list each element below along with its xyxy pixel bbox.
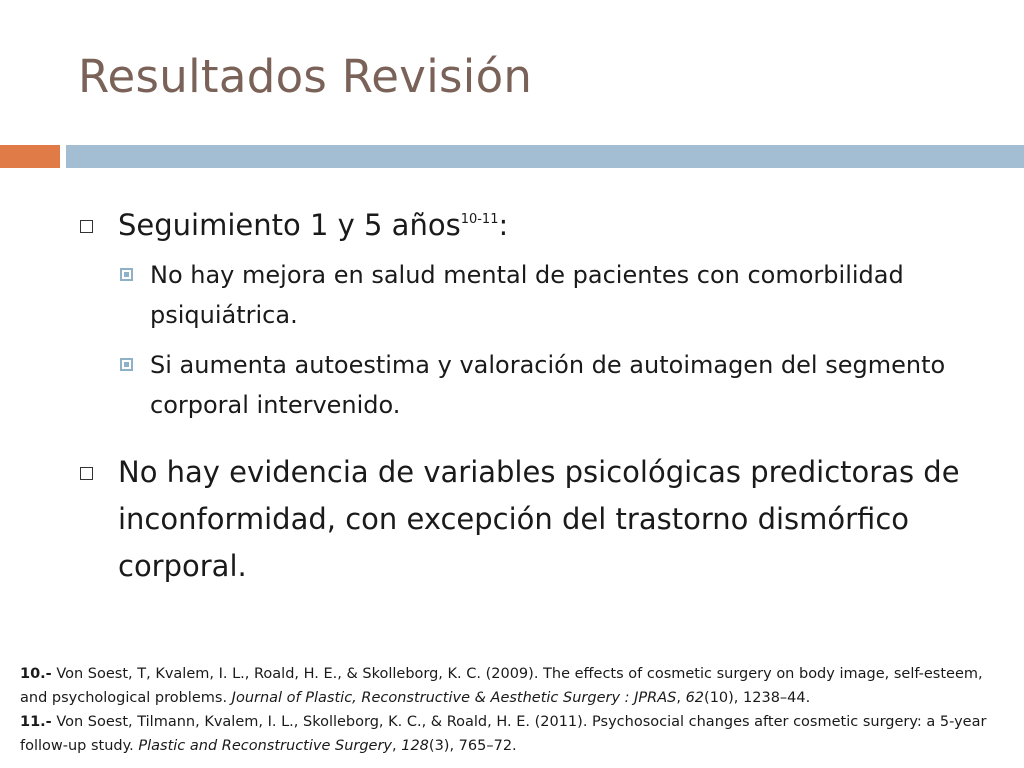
reference-separator: , (676, 690, 686, 706)
reference-authors-title: Von Soest, T, Kvalem, I. L., Roald, H. E., & Skolleborg, K. C. (2009). The effects of cosmetic surgery on body image, self-esteem, and psychological problems. (20, 666, 983, 706)
bullet-followup (80, 202, 980, 249)
reference-volume: 62 (685, 690, 705, 706)
bullet-text: No hay evidencia de variables psicológicas predictoras de inconformidad, con excepción del trastorno dismórfico corporal. (118, 455, 960, 583)
reference-journal: Plastic and Reconstructive Surgery (138, 738, 393, 754)
bullet-suffix: : (498, 208, 509, 242)
reference-number: 10.- (20, 666, 52, 682)
sub-bullet-mental-health (120, 255, 980, 335)
reference-10 (20, 662, 1010, 710)
reference-separator: , (392, 738, 402, 754)
accent-bar-blue (66, 145, 1024, 168)
references (20, 662, 1010, 758)
reference-pages: (10), 1238–44. (704, 690, 811, 706)
reference-number: 11.- (20, 714, 52, 730)
nested-square-icon (120, 268, 133, 281)
reference-11 (20, 710, 1010, 758)
bullet-no-evidence (80, 449, 980, 590)
hollow-square-icon (80, 220, 93, 233)
slide-title: Resultados Revisión (78, 50, 533, 103)
bullet-text: Seguimiento 1 y 5 años (118, 208, 461, 242)
sub-bullet-text: No hay mejora en salud mental de pacientes con comorbilidad psiquiátrica. (150, 261, 904, 329)
slide-body (80, 202, 980, 590)
sub-bullet-text: Si aumenta autoestima y valoración de autoimagen del segmento corporal intervenido. (150, 351, 946, 419)
reference-journal: Journal of Plastic, Reconstructive & Aesthetic Surgery : JPRAS (231, 690, 677, 706)
citation-superscript: 10-11 (460, 212, 499, 227)
reference-volume: 128 (401, 738, 429, 754)
reference-pages: (3), 765–72. (428, 738, 517, 754)
hollow-square-icon (80, 467, 93, 480)
reference-authors-title: Von Soest, Tilmann, Kvalem, I. L., Skolleborg, K. C., & Roald, H. E. (2011). Psychosocial changes after cosmetic surgery: a 5-year follow-up study. (20, 714, 987, 754)
sub-bullet-self-esteem (120, 345, 980, 425)
accent-bar-orange (0, 145, 60, 168)
nested-square-icon (120, 358, 133, 371)
